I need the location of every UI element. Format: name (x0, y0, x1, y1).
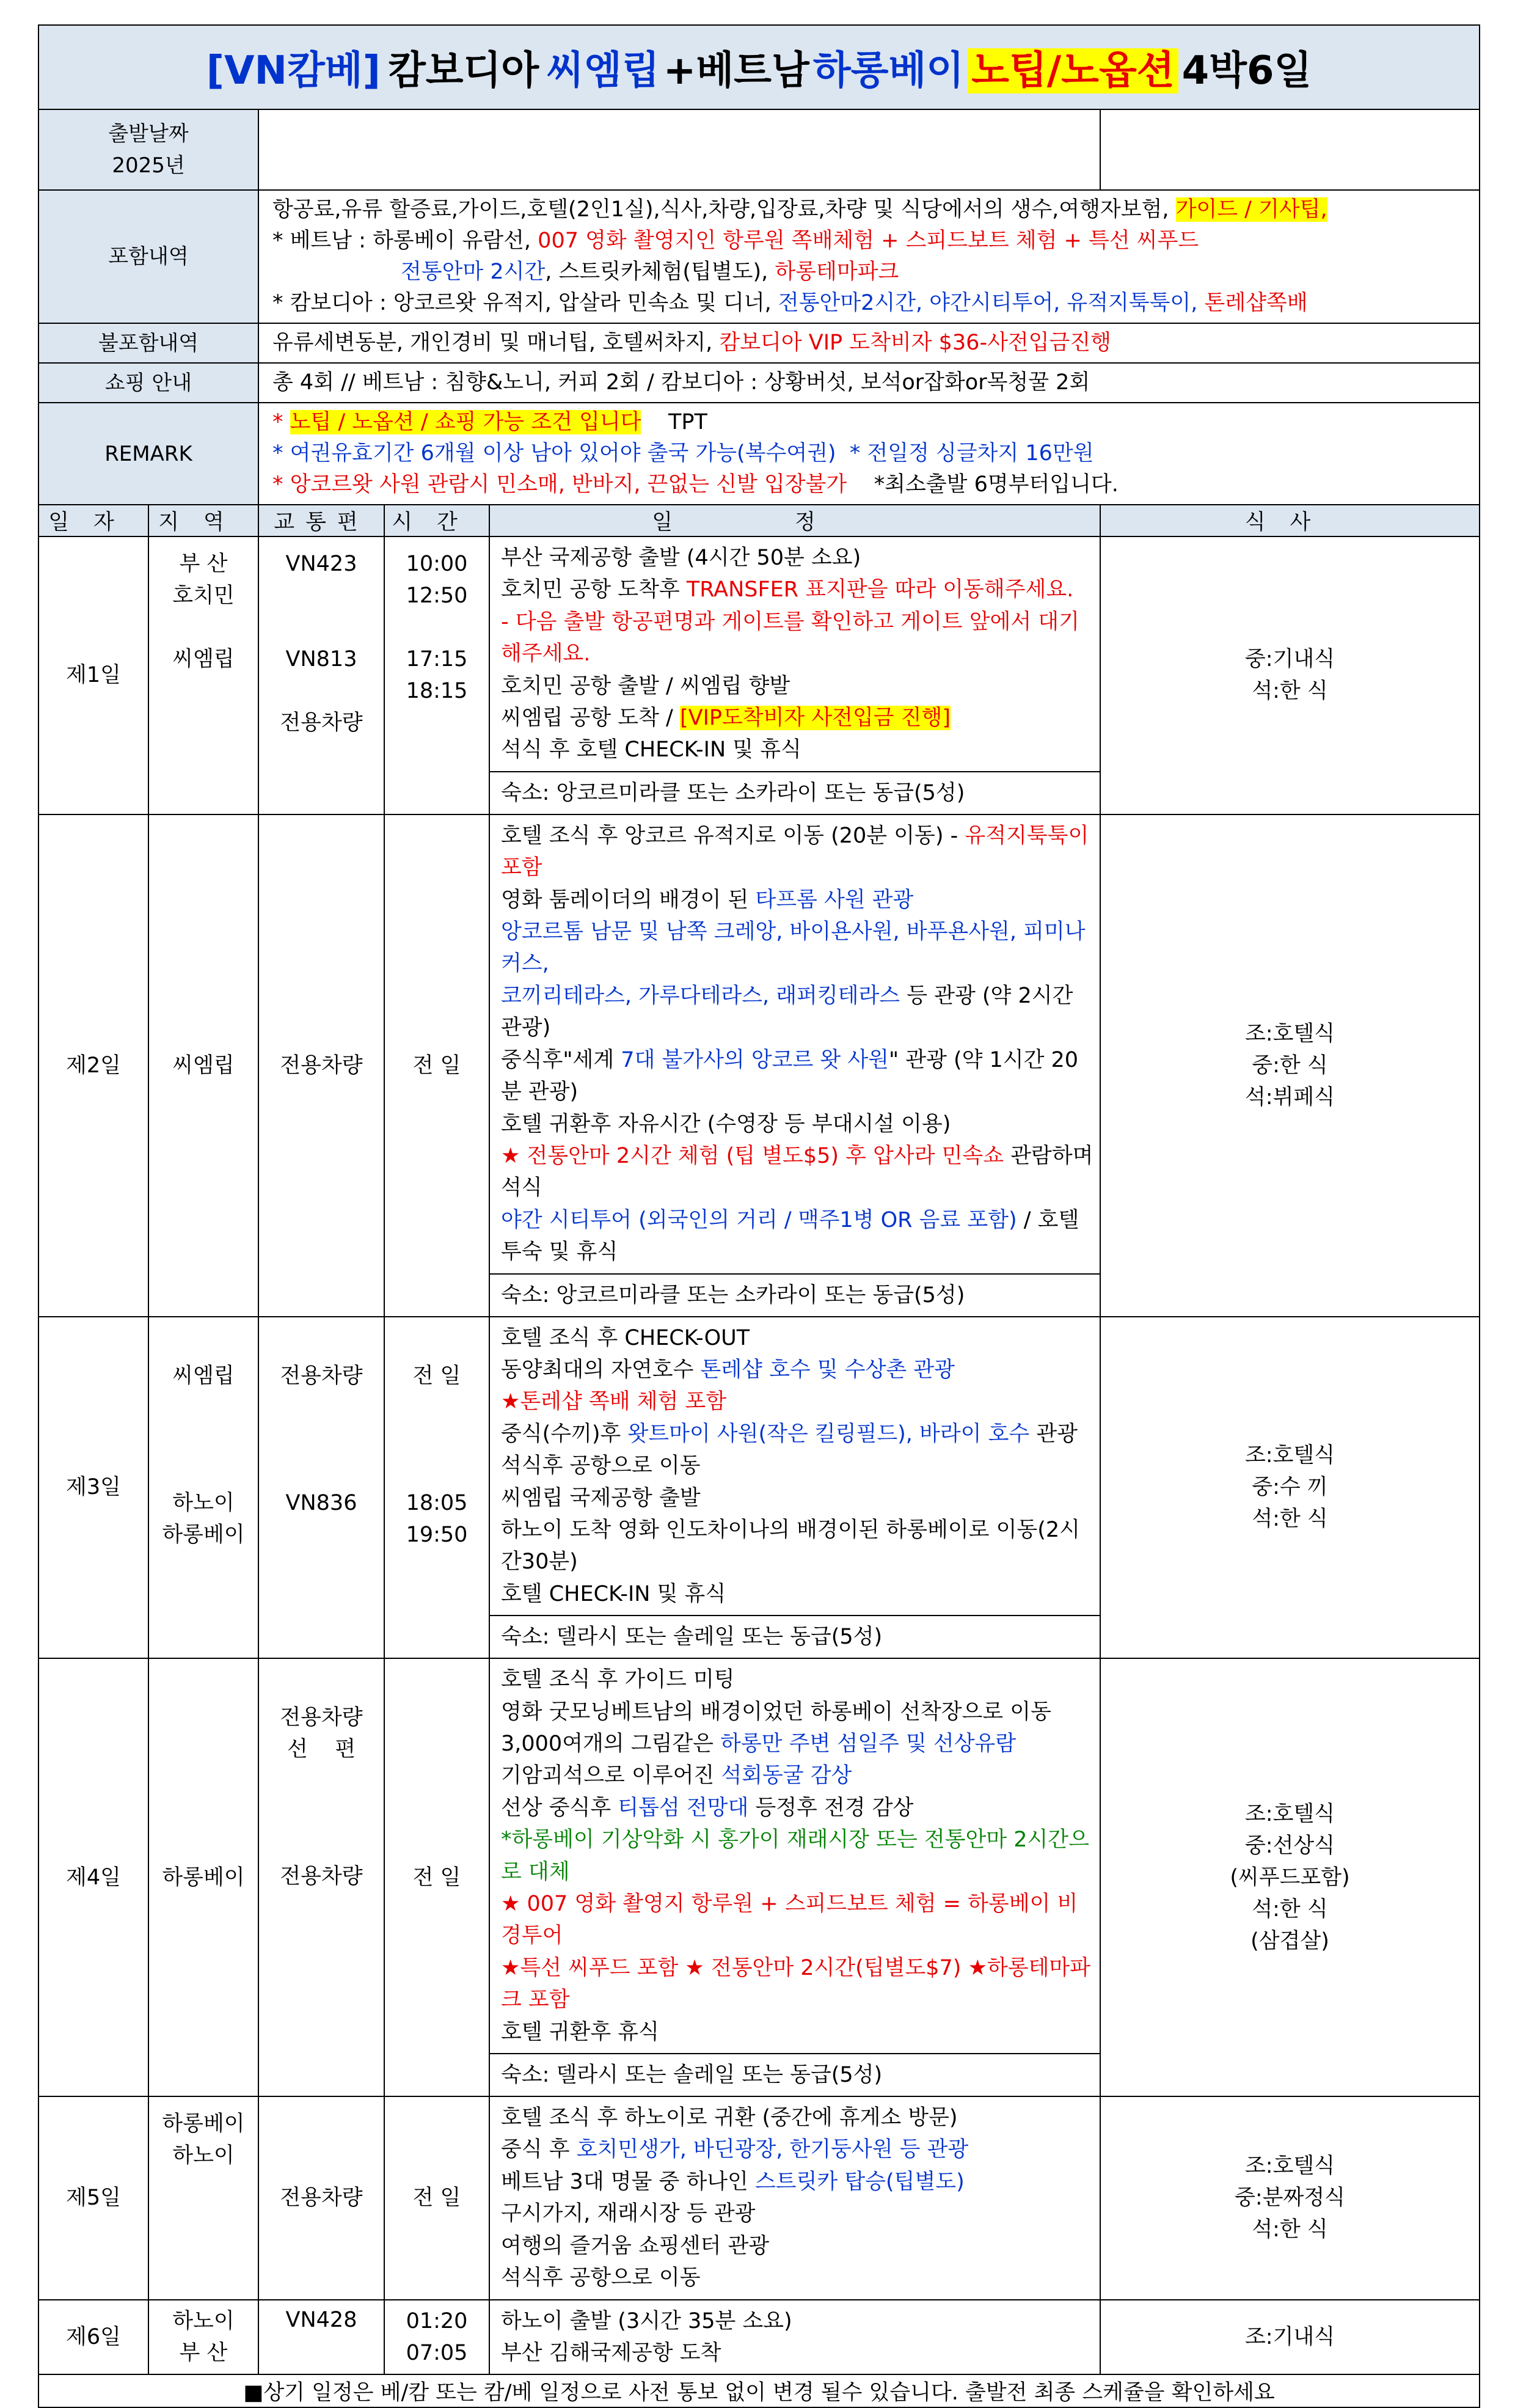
day-itinerary: 호텔 조식 후 하노이로 귀환 (중간에 휴게소 방문) 중식 후 호치민생가, 바딘광장, 한기둥사원 등 관광 베트남 3대 명물 중 하나인 스트릿카 탑승(팁별도) 구시가지, 재래시장 등 관광 여행의 즐거움 쇼핑센터 관광 석식후 공항으로 이동 (489, 2096, 1100, 2299)
day-region: 부 산 호치민 씨엠립 (148, 536, 258, 814)
day-itinerary: 하노이 출발 (3시간 35분 소요) 부산 김해국제공항 도착 (489, 2300, 1100, 2375)
day-transport: 전용차량 VN836 (258, 1317, 384, 1659)
day-row (38, 2096, 1480, 2299)
excluded-text: 유류세변동분, 개인경비 및 매너팁, 호텔써차지, 캄보디아 VIP 도착비자 $36-사전입금진행 (258, 323, 1480, 363)
page-title: [VN캄베] 캄보디아 씨엠립+베트남하롱베이 노팁/노옵션 4박6일 (38, 25, 1480, 109)
shopping-text: 총 4회 // 베트남 : 침향&노니, 커피 2회 / 캄보디아 : 상황버섯, 보석or잡화or목청꿀 2회 (258, 363, 1480, 403)
day-label: 제3일 (38, 1317, 148, 1659)
day-transport: 전용차량 (258, 814, 384, 1317)
day-meals: 조:호텔식 중:선상식 (씨푸드포함) 석:한 식 (삼겹살) (1100, 1658, 1480, 2096)
departure-label: 출발날짜 2025년 (38, 109, 258, 190)
day-transport: 전용차량 (258, 2096, 384, 2299)
day-row (38, 2300, 1480, 2375)
col-day: 일자 (38, 505, 148, 536)
col-meal: 식사 (1100, 505, 1480, 536)
departure-extra-cell (1100, 109, 1480, 190)
excluded-label: 불포함내역 (38, 323, 258, 363)
day-meals: 중:기내식 석:한 식 (1100, 536, 1480, 814)
day-itinerary: 부산 국제공항 출발 (4시간 50분 소요) 호치민 공항 도착후 TRANSFER 표지판을 따라 이동해주세요. - 다음 출발 항공편명과 게이트를 확인하고 게이트 앞에서 대기해주세요. 호치민 공항 출발 / 씨엠립 향발 씨엠립 공항 도착 / [VIP도착비자 사전입금 진행] 석식 후 호텔 CHECK-IN 및 휴식 (489, 536, 1100, 772)
day-itinerary: 호텔 조식 후 CHECK-OUT 동양최대의 자연호수 톤레샵 호수 및 수상촌 관광 ★톤레샵 쪽배 체험 포함 중식(수끼)후 왓트마이 사원(작은 킬링필드), 바라이 호수 관광 석식후 공항으로 이동 씨엠립 국제공항 출발 하노이 도착 영화 인도차이나의 배경이된 하롱베이로 이동(2시간30분) 호텔 CHECK-IN 및 휴식 (489, 1317, 1100, 1616)
day-time: 전 일 (384, 2096, 489, 2299)
day-region: 하롱베이 하노이 (148, 2096, 258, 2299)
day-row (38, 1658, 1480, 2054)
footer-notice: ■상기 일정은 베/캄 또는 캄/베 일정으로 사전 통보 없이 변경 될수 있습니다. 출발전 최종 스케쥴을 확인하세요 (38, 2374, 1480, 2407)
day-time: 01:20 07:05 (384, 2300, 489, 2375)
day-hotel: 숙소: 앙코르미라클 또는 소카라이 또는 동급(5성) (489, 772, 1100, 814)
day-transport: VN428 (258, 2300, 384, 2375)
day-label: 제2일 (38, 814, 148, 1317)
day-time: 전 일 18:05 19:50 (384, 1317, 489, 1659)
day-region: 씨엠립 하노이 하롱베이 (148, 1317, 258, 1659)
day-meals: 조:호텔식 중:한 식 석:뷔페식 (1100, 814, 1480, 1317)
col-time: 시간 (384, 505, 489, 536)
included-label: 포함내역 (38, 190, 258, 323)
day-region: 하롱베이 (148, 1658, 258, 2096)
day-region: 씨엠립 (148, 814, 258, 1317)
day-label: 제1일 (38, 536, 148, 814)
col-schedule: 일정 (489, 505, 1100, 536)
day-hotel: 숙소: 델라시 또는 솔레일 또는 동급(5성) (489, 1616, 1100, 1658)
day-label: 제4일 (38, 1658, 148, 2096)
day-meals: 조:기내식 (1100, 2300, 1480, 2375)
remark-label: REMARK (38, 403, 258, 505)
shopping-label: 쇼핑 안내 (38, 363, 258, 403)
col-transport: 교통편 (258, 505, 384, 536)
day-label: 제6일 (38, 2300, 148, 2375)
day-hotel: 숙소: 앙코르미라클 또는 소카라이 또는 동급(5성) (489, 1274, 1100, 1317)
schedule-header (38, 505, 1480, 536)
itinerary-table (38, 24, 1480, 2408)
day-row (38, 536, 1480, 772)
day-time: 10:00 12:50 17:15 18:15 (384, 536, 489, 814)
day-hotel: 숙소: 델라시 또는 솔레일 또는 동급(5성) (489, 2054, 1100, 2096)
included-text: 항공료,유류 할증료,가이드,호텔(2인1실),식사,차량,입장료,차량 및 식당에서의 생수,여행자보험, 가이드 / 기사팁, * 베트남 : 하롱베이 유람선, 007 영화 촬영지인 항루원 쪽배체험 + 스피드보트 체험 + 특선 씨푸드 전통안마 2시간, 스트릿카체험(팁별도), 하롱테마파크 * 캄보디아 : 앙코르왓 유적지, 압살라 민속쇼 및 디너, 전통안마2시간, 야간시티투어, 유적지툭툭이, 톤레샵쪽배 (258, 190, 1480, 323)
day-itinerary: 호텔 조식 후 가이드 미팅 영화 굿모닝베트남의 배경이었던 하롱베이 선착장으로 이동 3,000여개의 그림같은 하롱만 주변 섬일주 및 선상유람 기암괴석으로 이루어진 석회동굴 감상 선상 중식후 티톱섬 전망대 등정후 전경 감상 *하롱베이 기상악화 시 홍가이 재래시장 또는 전통안마 2시간으로 대체 ★ 007 영화 촬영지 항루원 + 스피드보트 체험 = 하롱베이 비경투어 ★특선 씨푸드 포함 ★ 전통안마 2시간(팁별도$7) ★하롱테마파크 포함 호텔 귀환후 휴식 (489, 1658, 1100, 2054)
day-transport: 전용차량 선 편 전용차량 (258, 1658, 384, 2096)
day-transport: VN423 VN813 전용차량 (258, 536, 384, 814)
day-meals: 조:호텔식 중:분짜정식 석:한 식 (1100, 2096, 1480, 2299)
day-region: 하노이 부 산 (148, 2300, 258, 2375)
remark-text: * 노팁 / 노옵션 / 쇼핑 가능 조건 입니다 TPT * 여권유효기간 6개월 이상 남아 있어야 출국 가능(복수여권) * 전일정 싱글차지 16만원 * 앙코르왓 사원 관람시 민소매, 반바지, 끈없는 신발 입장불가 *최소출발 6명부터입니다. (258, 403, 1480, 505)
day-time: 전 일 (384, 1658, 489, 2096)
day-meals: 조:호텔식 중:수 끼 석:한 식 (1100, 1317, 1480, 1659)
itinerary-sheet (38, 24, 1480, 2408)
day-row (38, 1317, 1480, 1616)
departure-date-cell (258, 109, 1100, 190)
day-label: 제5일 (38, 2096, 148, 2299)
day-time: 전 일 (384, 814, 489, 1317)
day-itinerary: 호텔 조식 후 앙코르 유적지로 이동 (20분 이동) - 유적지툭툭이 포함 영화 툼레이더의 배경이 된 타프롬 사원 관광 앙코르톰 남문 및 남쪽 크레앙, 바이욘사원, 바푸욘사원, 피미나커스, 코끼리테라스, 가루다테라스, 래퍼킹테라스 등 관광 (약 2시간 관광) 중식후"세계 7대 불가사의 앙코르 왓 사원" 관광 (약 1시간 20분 관광) 호텔 귀환후 자유시간 (수영장 등 부대시설 이용) ★ 전통안마 2시간 체험 (팁 별도$5) 후 압사라 민속쇼 관람하며 석식 야간 시티투어 (외국인의 거리 / 맥주1병 OR 음료 포함) / 호텔투숙 및 휴식 (489, 814, 1100, 1274)
col-region: 지역 (148, 505, 258, 536)
day-row (38, 814, 1480, 1274)
